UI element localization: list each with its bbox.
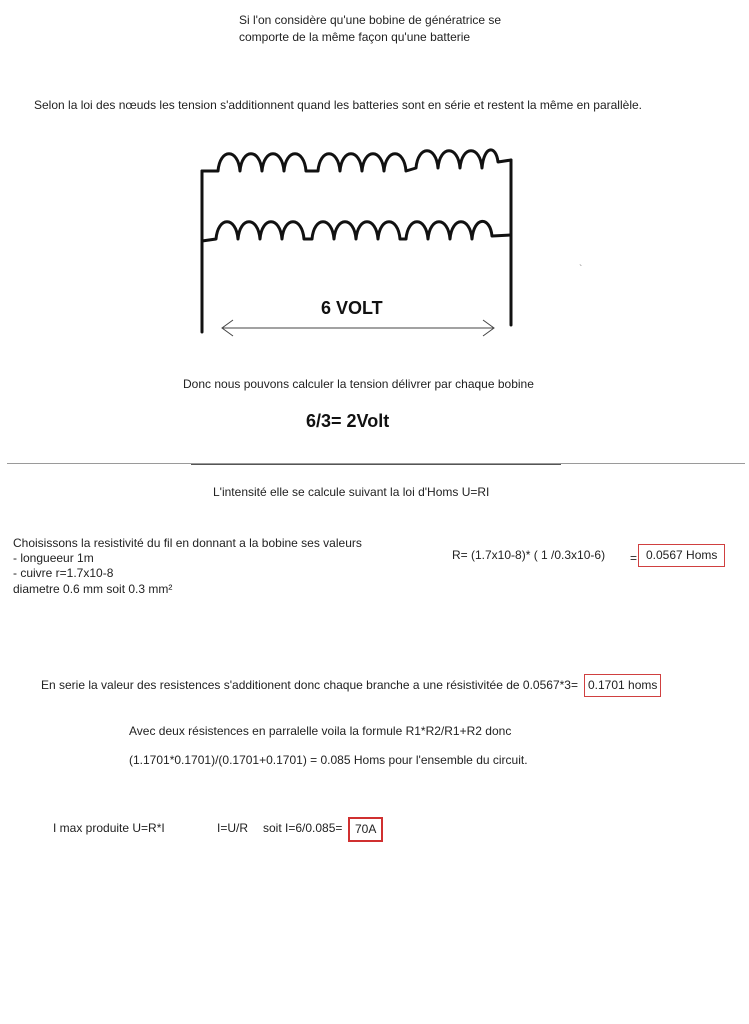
voltage-label: 6 VOLT — [321, 298, 383, 318]
resistivity-line-4: diametre 0.6 mm soit 0.3 mm² — [13, 582, 173, 596]
series-result-box: 0.1701 homs — [584, 674, 661, 697]
tension-sentence: Donc nous pouvons calculer la tension délivrer par chaque bobine — [183, 377, 534, 391]
intensity-law-text: L'intensité elle se calcule suivant la loi d'Homs U=RI — [213, 485, 490, 499]
resistivity-line-3: - cuivre r=1.7x10-8 — [13, 566, 114, 580]
law-of-nodes-text: Selon la loi des nœuds les tension s'additionnent quand les batteries sont en série et restent la même en parallèle. — [34, 98, 642, 112]
top-coil — [202, 150, 511, 171]
series-sentence: En serie la valeur des resistences s'additionent donc chaque branche a une résistivitée de 0.0567*3= — [41, 678, 578, 692]
parallel-calculation: (1.1701*0.1701)/(0.1701+0.1701) = 0.085 Homs pour l'ensemble du circuit. — [129, 753, 528, 767]
resistance-equals: = — [630, 551, 638, 565]
separator-line-dark — [191, 464, 561, 465]
imax-calculation: soit I=6/0.085= — [263, 821, 343, 835]
imax-result-box: 70A — [348, 817, 383, 842]
stray-mark: ` — [579, 264, 583, 275]
resistivity-line-2: - longueeur 1m — [13, 551, 94, 565]
bottom-coil — [202, 221, 511, 241]
parallel-sentence: Avec deux résistences en parralelle voila la formule R1*R2/R1+R2 donc — [129, 724, 512, 738]
resistance-result-box: 0.0567 Homs — [638, 544, 725, 567]
tension-formula: 6/3= 2Volt — [306, 411, 390, 431]
intro-line-2: comporte de la même façon qu'une batterie — [239, 30, 471, 44]
intro-line-1: Si l'on considère qu'une bobine de génératrice se — [239, 13, 502, 27]
imax-label: I max produite U=R*I — [53, 821, 165, 835]
resistance-formula: R= (1.7x10-8)* ( 1 /0.3x10-6) — [452, 548, 606, 562]
imax-formula: I=U/R — [217, 821, 249, 835]
resistivity-line-1: Choisissons la resistivité du fil en donnant a la bobine ses valeurs — [13, 536, 362, 550]
parallel-coils-diagram — [0, 0, 749, 470]
